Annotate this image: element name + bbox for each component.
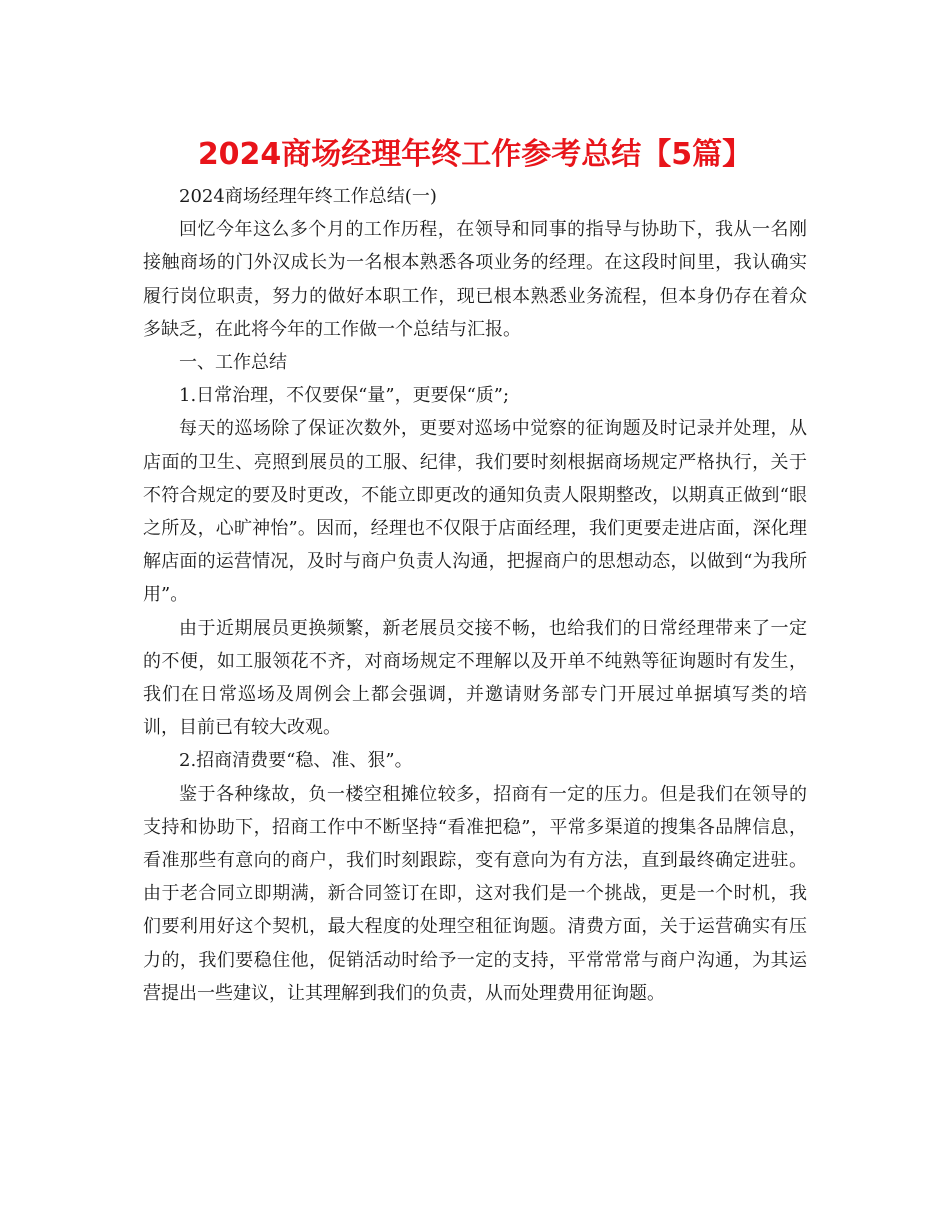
subsection-heading: 1.日常治理，不仅要保“量”，更要保“质”; xyxy=(179,385,510,407)
paragraph: 回忆今年这么多个月的工作历程，在领导和同事的指导与协助下，我从一名刚接触商场的门外汉成长为一名根本熟悉各项业务的经理。在这段时间里，我认确实履行岗位职责，努力的做好本职工作，现已根本熟悉业务流程，但本身仍存在着众多缺乏，在此将今年的工作做一个总结与汇报。 xyxy=(143,219,807,340)
paragraph: 由于近期展员更换频繁，新老展员交接不畅，也给我们的日常经理带来了一定的不便，如工服领花不齐，对商场规定不理解以及开单不纯熟等征询题时有发生，我们在日常巡场及周例会上都会强调，并邀请财务部专门开展过单据填写类的培训，目前已有较大改观。 xyxy=(143,617,807,739)
subsection-heading: 2.招商清费要“稳、准、狠”。 xyxy=(179,750,413,772)
document-body xyxy=(143,180,807,1010)
document-title: 2024商场经理年终工作参考总结【5篇】 xyxy=(197,137,753,172)
paragraph: 鉴于各种缘故，负一楼空租摊位较多，招商有一定的压力。但是我们在领导的支持和协助下，招商工作中不断坚持“看准把稳”，平常多渠道的搜集各品牌信息，看准那些有意向的商户，我们时刻跟踪，变有意向为有方法，直到最终确定进驻。由于老合同立即期满，新合同签订在即，这对我们是一个挑战，更是一个时机，我们要利用好这个契机，最大程度的处理空租征询题。清费方面，关于运营确实有压力的，我们要稳住他，促销活动时给予一定的支持，平常常常与商户沟通，为其运营提出一些建议，让其理解到我们的负责，从而处理费用征询题。 xyxy=(143,783,807,1004)
paragraph: 每天的巡场除了保证次数外，更要对巡场中觉察的征询题及时记录并处理，从店面的卫生、亮照到展员的工服、纪律，我们要时刻根据商场规定严格执行，关于不符合规定的要及时更改，不能立即更改的通知负责人限期整改，以期真正做到“眼之所及，心旷神怡”。因而，经理也不仅限于店面经理，我们更要走进店面，深化理解店面的运营情况，及时与商户负责人沟通，把握商户的思想动态，以做到“为我所用”。 xyxy=(143,418,807,606)
section-heading: 2024商场经理年终工作总结(一) xyxy=(179,186,437,207)
section-heading: 一、工作总结 xyxy=(179,352,287,374)
